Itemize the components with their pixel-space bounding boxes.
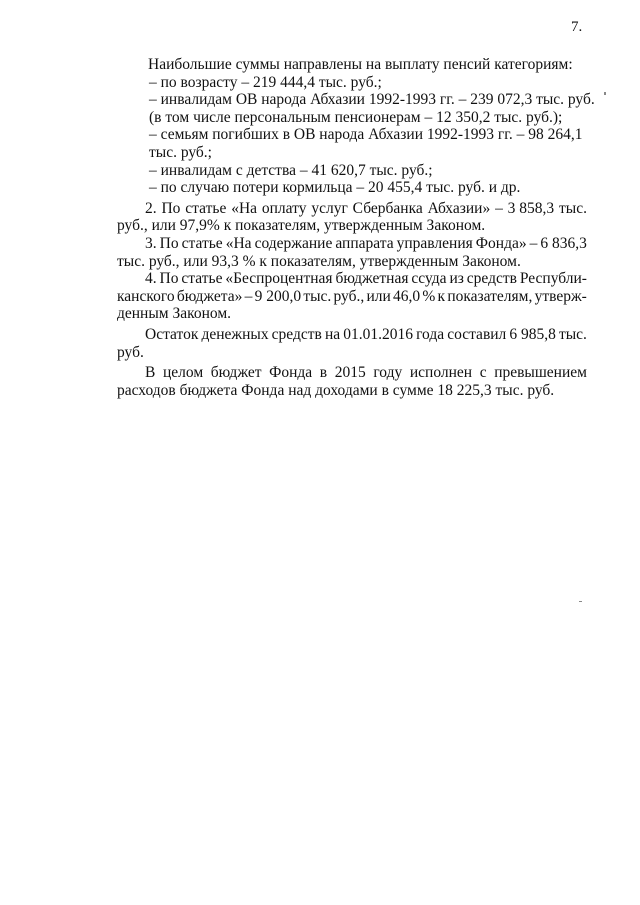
category-families-fallen: – семьям погибших в ОВ народа Абхазии 1992-1993 гг. – 98 264,1: [149, 126, 583, 144]
category-personal-pensioners: (в том числе персональным пенсионерам – 12 350,2 тыс. руб.);: [149, 108, 563, 126]
intro-line: Наибольшие суммы направлены на выплату пенсий категориям:: [148, 56, 573, 73]
document-body: [117, 56, 595, 399]
item-4-line-3: денным Законом.: [117, 305, 232, 323]
page-number: 7.: [571, 19, 583, 35]
category-disabled-childhood: – инвалидам с детства – 41 620,7 тыс. руб.;: [149, 161, 433, 179]
conclusion-line-1: В целом бюджет Фонда в 2015 году исполнен с превышением: [145, 364, 587, 382]
category-disabled-war: – инвалидам ОВ народа Абхазии 1992-1993 гг. – 239 072,3 тыс. руб.: [149, 91, 595, 109]
category-age: – по возрасту – 219 444,4 тыс. руб.;: [149, 73, 382, 91]
conclusion-line-2: расходов бюджета Фонда над доходами в сумме 18 225,3 тыс. руб.: [117, 381, 555, 399]
item-3-line-1: 3. По статье «На содержание аппарата управления Фонда» – 6 836,3: [145, 234, 587, 252]
category-families-fallen-cont: тыс. руб.;: [149, 143, 212, 161]
balance-line-2: руб.: [117, 343, 144, 361]
scan-speck: [604, 92, 606, 95]
item-4-line-2: канского бюджета» – 9 200,0 тыс. руб., или 46,0 % к показателям, утверж-: [117, 287, 587, 305]
balance-line-1: Остаток денежных средств на 01.01.2016 года составил 6 985,8 тыс.: [145, 325, 587, 343]
item-2-line-1: 2. По статье «На оплату услуг Сбербанка Абхазии» – 3 858,3 тыс.: [145, 199, 587, 217]
category-loss-of-breadwinner: – по случаю потери кормильца – 20 455,4 тыс. руб. и др.: [149, 179, 521, 197]
scan-speck: [579, 601, 582, 602]
item-2-line-2: руб., или 97,9% к показателям, утвержденным Законом.: [117, 217, 486, 235]
item-4-line-1: 4. По статье «Беспроцентная бюджетная ссуда из средств Республи-: [145, 270, 587, 288]
item-3-line-2: тыс. руб., или 93,3 % к показателям, утвержденным Законом.: [117, 252, 521, 270]
